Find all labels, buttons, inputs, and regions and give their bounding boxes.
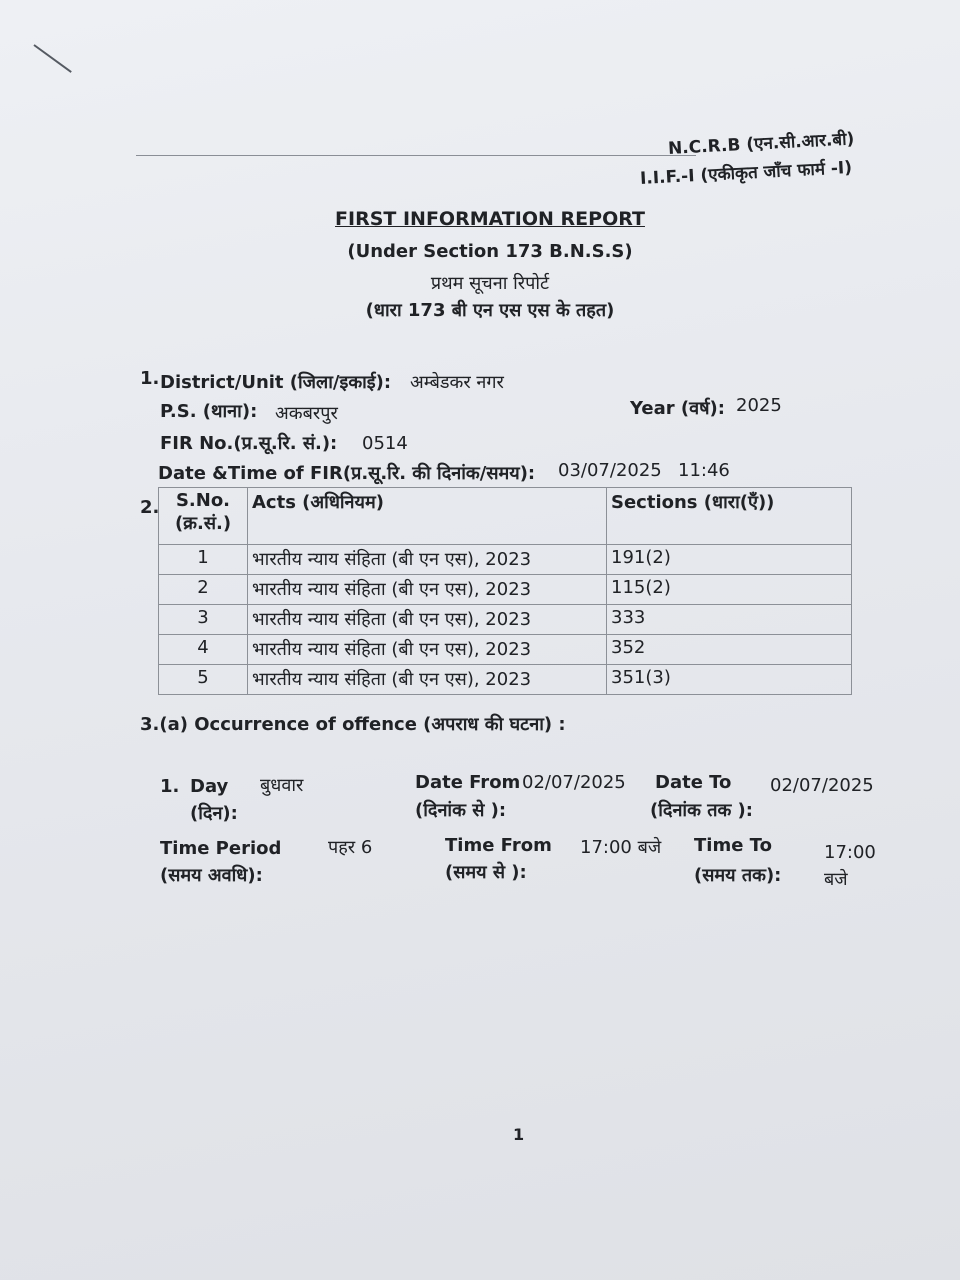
table-row	[159, 605, 852, 635]
time-from-label: Time From	[445, 835, 552, 856]
item2-number: 2.	[140, 497, 160, 518]
item3-number: 1.	[160, 776, 180, 797]
sno-header-label-hindi: (क्र.सं.)	[174, 513, 232, 534]
fir-datetime-label: Date &Time of FIR(प्र.सू.रि. की दिनांक/समय):	[158, 463, 536, 484]
row-sno: 1	[159, 545, 248, 575]
row-sno: 5	[159, 665, 248, 695]
acts-header: Acts (अधिनियम)	[248, 488, 607, 545]
district-value: अम्बेडकर नगर	[410, 372, 504, 393]
report-subtitle: (Under Section 173 B.N.S.S)	[347, 241, 633, 262]
time-from-value: 17:00 बजे	[580, 837, 662, 858]
row-section: 351(3)	[607, 665, 852, 695]
time-period-value: पहर 6	[328, 837, 373, 858]
row-act: भारतीय न्याय संहिता (बी एन एस), 2023	[248, 545, 607, 575]
day-label-hindi: (दिन):	[190, 803, 238, 824]
time-to-value: 17:00	[824, 842, 876, 863]
table-row	[159, 635, 852, 665]
ncrb-label: N.C.R.B (एन.सी.आर.बी)	[667, 129, 855, 159]
acts-table	[158, 487, 852, 695]
district-label: District/Unit (जिला/इकाई):	[160, 372, 392, 393]
page-number: 1	[513, 1125, 525, 1144]
fir-value: 0514	[362, 433, 408, 454]
occurrence-heading: 3.(a) Occurrence of offence (अपराध की घटना) :	[140, 714, 566, 735]
fir-label: FIR No.(प्र.सू.रि. सं.):	[160, 433, 338, 454]
row-sno: 2	[159, 575, 248, 605]
date-from-label-hindi: (दिनांक से ):	[415, 800, 507, 821]
year-label: Year (वर्ष):	[630, 398, 725, 419]
date-to-value: 02/07/2025	[770, 775, 874, 796]
fir-date-value: 03/07/2025	[558, 460, 662, 481]
row-act: भारतीय न्याय संहिता (बी एन एस), 2023	[248, 635, 607, 665]
row-act: भारतीय न्याय संहिता (बी एन एस), 2023	[248, 575, 607, 605]
time-to-unit: बजे	[824, 869, 848, 890]
year-value: 2025	[736, 395, 782, 416]
row-section: 352	[607, 635, 852, 665]
row-section: 333	[607, 605, 852, 635]
fir-time-value: 11:46	[678, 460, 730, 481]
date-to-label: Date To	[655, 772, 732, 793]
row-act: भारतीय न्याय संहिता (बी एन एस), 2023	[248, 605, 607, 635]
sno-header	[159, 488, 248, 545]
table-row	[159, 545, 852, 575]
date-from-label: Date From	[415, 772, 521, 793]
sections-header: Sections (धारा(एँ))	[607, 488, 852, 545]
day-label: Day	[190, 776, 229, 797]
row-section: 191(2)	[607, 545, 852, 575]
time-to-label-hindi: (समय तक):	[694, 865, 782, 886]
acts-table-header	[159, 488, 852, 545]
date-to-label-hindi: (दिनांक तक ):	[650, 800, 753, 821]
table-row	[159, 575, 852, 605]
ps-label: P.S. (थाना):	[160, 401, 258, 422]
ps-value: अकबरपुर	[275, 403, 338, 424]
date-from-value: 02/07/2025	[522, 772, 626, 793]
sno-header-label: S.No.	[175, 490, 231, 511]
time-to-label: Time To	[694, 835, 772, 856]
header-rule	[136, 155, 696, 156]
row-sno: 4	[159, 635, 248, 665]
report-subtitle-hindi: (धारा 173 बी एन एस एस के तहत)	[365, 300, 615, 321]
row-act: भारतीय न्याय संहिता (बी एन एस), 2023	[248, 665, 607, 695]
time-period-label-hindi: (समय अवधि):	[160, 865, 263, 886]
day-value: बुधवार	[260, 775, 304, 796]
time-from-label-hindi: (समय से ):	[445, 862, 527, 883]
paper-fold-mark	[33, 44, 71, 73]
report-title-hindi: प्रथम सूचना रिपोर्ट	[430, 273, 550, 294]
table-row	[159, 665, 852, 695]
row-section: 115(2)	[607, 575, 852, 605]
form-label: I.I.F.-I (एकीकृत जाँच फार्म -I)	[639, 157, 853, 189]
row-sno: 3	[159, 605, 248, 635]
time-period-label: Time Period	[160, 838, 282, 859]
report-title: FIRST INFORMATION REPORT	[335, 208, 645, 230]
item1-number: 1.	[140, 368, 160, 389]
